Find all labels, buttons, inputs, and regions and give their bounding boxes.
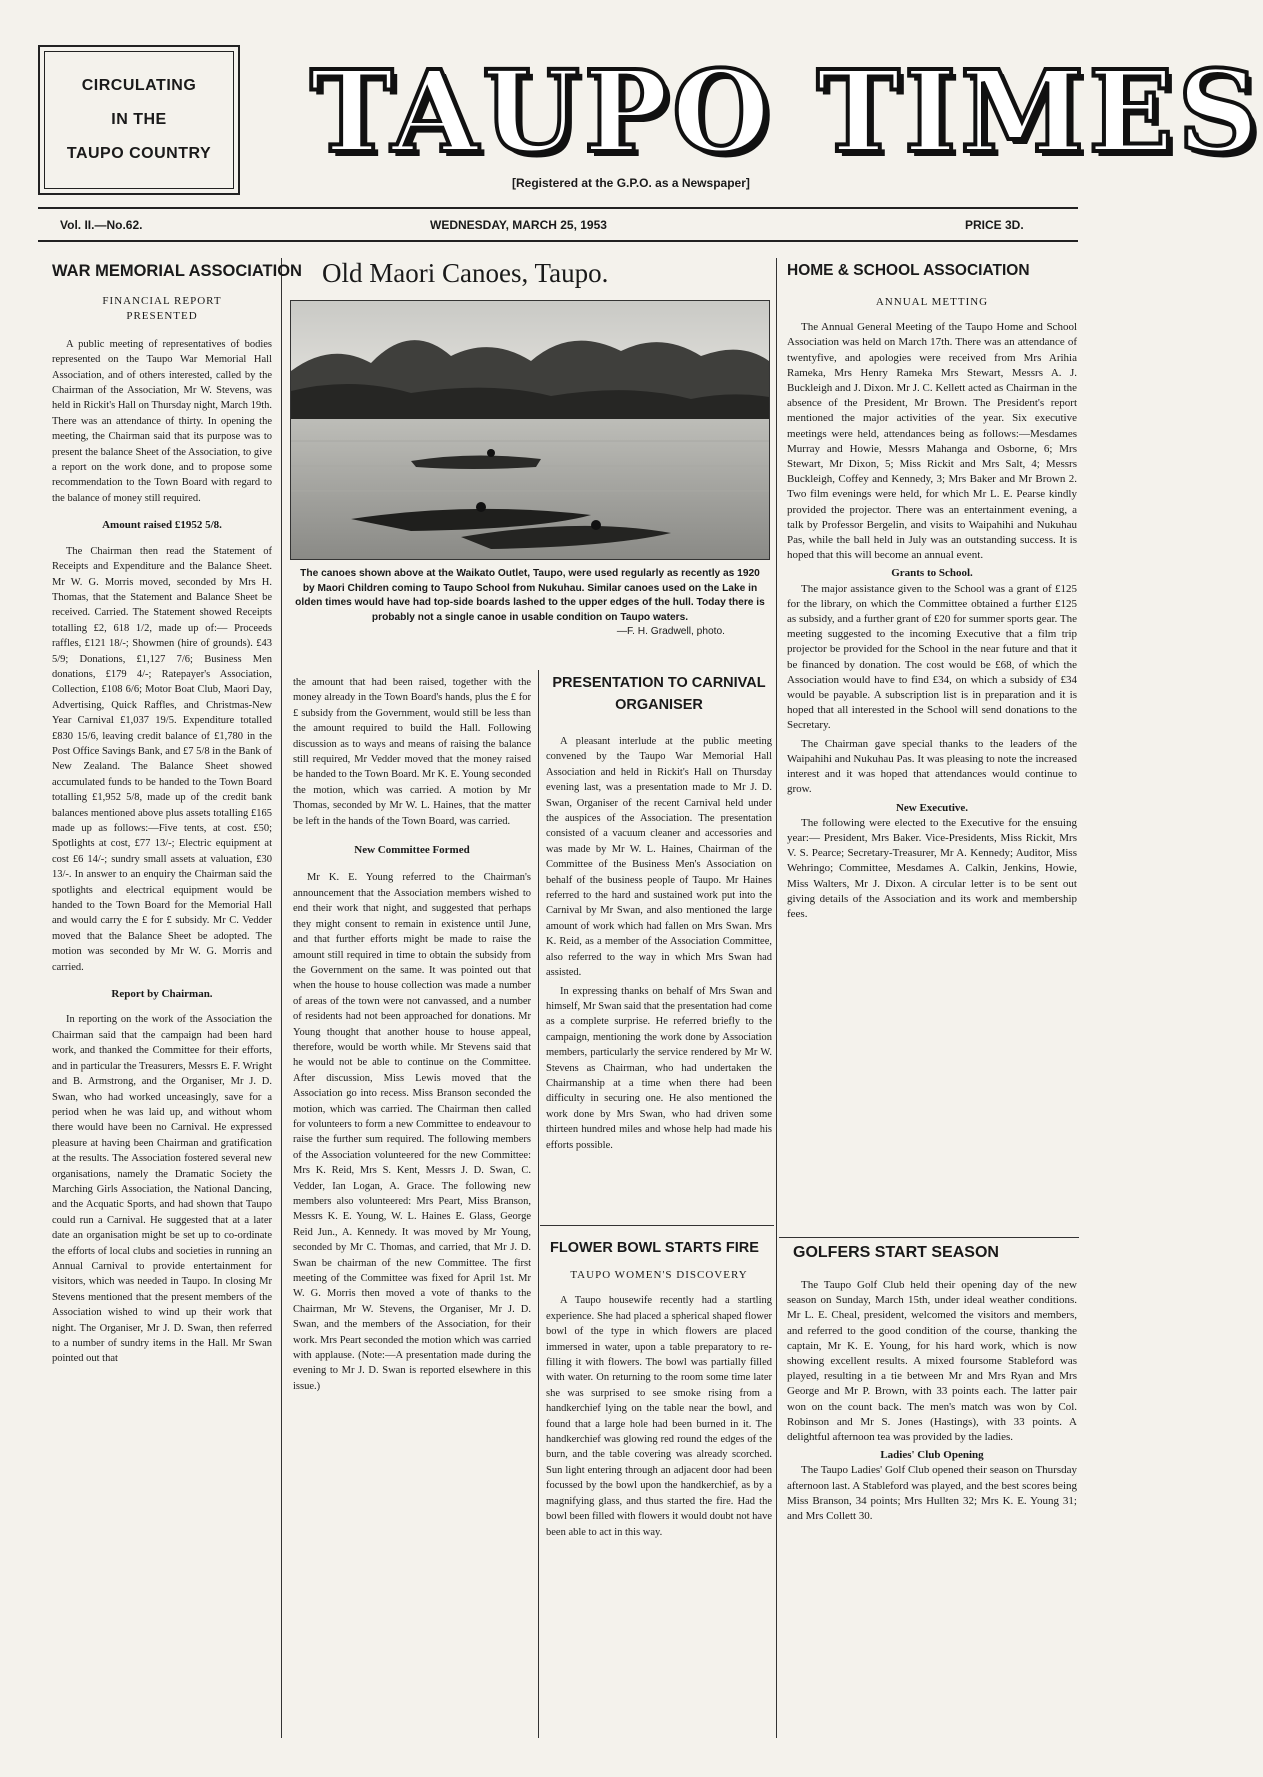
photo-credit: —F. H. Gradwell, photo. (616, 626, 725, 638)
presentation-headline-line-1: PRESENTATION TO CARNIVAL (552, 675, 766, 691)
canoes-caption-text: The canoes shown above at the Waikato Outlet, Taupo, were used regularly as recently as 1920 by Maori Children coming to Taupo School from Nukuhau. Similar canoes used on the Lake in olden times would have had top-side boards lashed to the upper edges of the hull. Today there is probably not a single canoe in usable condition on Taupo waters. (295, 568, 765, 623)
section-divider (540, 1225, 774, 1226)
canoes-photo (290, 300, 770, 560)
presentation-article (546, 734, 772, 1219)
home-school-subhead: ANNUAL METTING (875, 296, 989, 308)
canoes-photo-image (291, 301, 769, 559)
masthead-rule-top (38, 207, 1078, 209)
amount-raised-subhead: Amount raised £1952 5/8. (102, 519, 222, 532)
flower-bowl-paragraph: A Taupo housewife recently had a startling experience. She had placed a spherical shaped flower bowl of the type in which flowers are placed immersed in water, upon a table preparatory to re-filling it with flowers. The bowl was partially filled with water. On returning to the room some time later she was surprised to see smoke rising from a handkerchief lying on the table near the bowl, and found that a large hole had been burned in it. The handkerchief was glowing red round the edges of the burn, and the table covering was already scorched. Sun light entering through an adjacent door had been focussed by the bowl upon the handkerchief, as by a magnifying glass, and thus started the fire. Had the bowl been filled with flowers it would doubt not have been able to act in this way. (546, 1295, 773, 1538)
column-divider (281, 258, 282, 1738)
presentation-headline-line-2: ORGANISER (615, 697, 703, 713)
war-memorial-subhead: FINANCIAL REPORT PRESENTED (102, 295, 222, 323)
section-divider (779, 1237, 1079, 1238)
war-memorial-paragraph: the amount that had been raised, together with the money already in the Town Board's hands, plus the £ for £ subsidy from the Government, would still be less than the amount required to build the Hall. Following discussion as to ways and means of raising the balance still required, Mr Vedder moved that the money raised be handed to the Town Board. Mr K. E. Young seconded the motion, which was carried. A motion by Mr Thomas, seconded by Mr W. L. Haines, that the matter be left in the hands of the Town Board, was carried. (293, 677, 531, 827)
war-memorial-paragraph: A public meeting of representatives of bodies represented on the Taupo War Memorial Hall Association, and of others interested, called by the Chairman of the Association, Mr W. Stevens, was held in Rickit's Hall on Thursday night, March 19th. There was an attendance of thirty. In opening the meeting, the Chairman said that its purpose was to present the balance Sheet of the Association, to give a report on the work done, and to propose some recommendation to the Town Board with regard to the balance of money still required. (52, 338, 272, 504)
ladies-club-subhead: Ladies' Club Opening (880, 1449, 984, 1462)
home-school-article (787, 295, 1077, 1230)
war-memorial-article (52, 294, 272, 1744)
volume-number: Vol. II.—No.62. (60, 218, 143, 232)
flower-bowl-subhead: TAUPO WOMEN'S DISCOVERY (570, 1269, 748, 1281)
home-school-headline: HOME & SCHOOL ASSOCIATION (787, 262, 1030, 279)
home-school-paragraph: The following were elected to the Executive for the ensuing year:— President, Mrs Baker. Vice-Presidents, Miss Rickit, Mrs V. S. Pearce; Secretary-Treasurer, Mr A. Kennedy; Auditor, Miss Wehringo; Committee, Mesdames A. Calkin, Jenkins, Howie, Miss Walters, Mr J. Dixon. A circular letter is to be sent out giving details of the Association and its work and membership fees. (787, 816, 1077, 920)
canoes-caption (295, 567, 765, 640)
home-school-paragraph: The Annual General Meeting of the Taupo Home and School Association was held on March 17th. There was an attendance of twentyfive, and apologies were received from Mrs Arihia Rameka, Mrs Henry Rameka Mrs Stewart, Messrs A. J. Buckleigh and J. Dixon. Mr J. C. Kellett acted as Chairman in the absence of the President, Mr Brown. The President's report mentioned the major activities of the year. Six executive meetings were held, attendances being as follows:—Mesdames Murray and Howie, Messrs Mahanga and Osborne, 6; Mrs Stewart, Mr Dixon, 5; Miss Rickit and Mrs Salt, 4; Messrs Buckleigh, Coffey and Kennedy, 3; Mrs Baker and Mr Brown 2. Two film evenings were held, for which Mr L. E. Pearse kindly provided the projector. There was an entertainment evening, a talk by Professor Bergelin, and visits to Waipahihi and Nukuhau Pas, while the ball held in July was an outstanding success. It is hoped that this will become an annual event. (787, 321, 1077, 562)
war-memorial-paragraph: Mr K. E. Young referred to the Chairman's announcement that the Association members wished to end their work that night, and suggested that perhaps they might consent to remain in existence until June, and that further efforts might be made to raise the amount still required in time to obtain the subsidy from the Government on the same. It was pointed out that when the house to house collection was made a number of areas of the town were not canvassed, and a number of residents had not been approached for donations. Mr Young thought that another house to house appeal, therefore, would be worth while. Mr Stevens said that he would not be able to continue on the Committee. After discussion, Miss Lewis moved that the Association go into recess. Miss Branson seconded the motion, which was carried. The Chairman then called for volunteers to form a new Committee to endeavour to raise the further sum required. The following members of the Association volunteered for the new Committee: Mrs K. Reid, Mrs S. Kent, Messrs J. D. Swan, C. Vedder, Ian Logan, A. Grace. The following new members also volunteered: Mrs Peart, Miss Branson, Messrs K. E. Young, W. L. Haines E. Glass, George Reid Jun., A. Kennedy. It was moved by Mr Young, seconded by Mr C. Thomas, and carried, that Mr J. D. Swan be chairman of the new Committee. The first meeting of the Committee was fixed for April 1st. Mr W. G. Morris then moved a vote of thanks to the Chairman, Mr W. Stevens, the Organiser, Mr J. D. Swan, and the members of the Association, for their work. Mrs Peart seconded the motion which was carried with applause. (Note:—A presentation made during the evening to Mr J. D. Swan is reported elsewhere in this issue.) (293, 872, 531, 1392)
new-executive-subhead: New Executive. (895, 801, 969, 814)
presentation-paragraph: A pleasant interlude at the public meeting convened by the Taupo War Memorial Hall Association and held in Rickit's Hall on Thursday evening last, was a presentation made to Mr J. D. Swan, Organiser of the recent Carnival held under the auspices of the Association. The presentation consisted of a vacuum cleaner and accessories and was made by Mr W. L. Haines, Chairman of the Committee of the Business Men's Association on behalf of the business people of Taupo. Mr Haines referred to the hard and sustained work put into the Carnival by Mr Swan, and also mentioned the large amount of work which had fallen on Mrs Swan. Mrs K. Reid, as a member of the Association Committee, also referred to the way in which Mrs Swan had assisted. (546, 736, 772, 979)
circulating-line-1: CIRCULATING (81, 77, 197, 94)
circulating-line-3: TAUPO COUNTRY (66, 145, 212, 162)
canoes-headline: Old Maori Canoes, Taupo. (322, 258, 609, 288)
circulating-line-2: IN THE (111, 111, 167, 128)
golfers-paragraph: The Taupo Ladies' Golf Club opened their season on Thursday afternoon last. A Stableford was played, and the best scores being Miss Branson, 34 points; Mrs Hullten 32; Mrs K. E. Young 31; and Mrs Collett 30. (787, 1464, 1077, 1523)
golfers-paragraph: The Taupo Golf Club held their opening day of the new season on Sunday, March 15th, under ideal weather conditions. Mr L. E. Cheal, president, welcomed the visitors and members, and referred to the good condition of the course, thanking the captain, Mr K. E. Young, for his hard work, which is now showing excellent results. A mixed foursome Stableford was played, resulting in a tie between Mr and Mrs Ryan and Mrs George and Mr P. Brown, with 33 points each. The latter pair won on the count back. The men's match was won by Col. Robinson and Mr S. Jones (Hastings), with 33 points. A delightful afternoon tea was provided by the ladies. (787, 1279, 1077, 1444)
column-divider (776, 258, 777, 1738)
chairman-report-subhead: Report by Chairman. (111, 988, 213, 1001)
war-memorial-continuation (293, 675, 531, 1735)
presentation-headline (546, 675, 772, 713)
newspaper-title: TAUPO TIMES (310, 47, 1263, 178)
grants-subhead: Grants to School. (891, 567, 973, 580)
registered-notice: [Registered at the G.P.O. as a Newspaper] (512, 176, 750, 190)
masthead-rule-bottom (38, 240, 1078, 242)
war-memorial-headline: WAR MEMORIAL ASSOCIATION (52, 262, 302, 280)
price: PRICE 3D. (965, 218, 1024, 232)
circulating-box (38, 45, 240, 195)
flower-bowl-article (546, 1268, 772, 1738)
column-divider (538, 670, 539, 1738)
flower-bowl-headline: FLOWER BOWL STARTS FIRE (550, 1240, 759, 1256)
war-memorial-paragraph: The Chairman then read the Statement of Receipts and Expenditure and the Balance Sheet. Mr W. G. Morris moved, seconded by Mrs H. Thomas, that the Statement and Balance Sheet be received. Carried. The Statement showed Receipts totalling £2, 618 1/2, made up of:— Proceeds raffles, £121 18/-; Showmen (hire of grounds). £43 5/9; Donations, £1,127 7/6; Business Men donations, £179 4/-; Ratepayer's Association, Collection, £108 6/6; Motor Boat Club, Maori Day, Advertising, Quick Raffles, and Christmas-New Year Carnival £1,037 19/5. Expenditure totalled £830 15/6, leaving credit balance of £1,780 in the Post Office Savings Bank, and £7 5/8 in the Bank of New Zealand. The Balance Sheet showed accumulated funds to be handed to the Town Board totalling £1,952 5/8, made up of the credit bank balances mentioned above plus assets totalling £165 made up as follows:—Five tents, at cost. £50; Spotlights at cost, £77 13/-; Electric equipment at cost £6 14/-; sundry small assets at valuation, £30 13/-. In answer to an enquiry the Chairman said the spotlights and electrical equipment would be handed to the Town Board for the Memorial Hall and would carry the £ for £ subsidy. Mr C. Vedder moved that the Balance Sheet be adopted. The motion was seconded by Mr W. G. Morris and carried. (52, 545, 272, 973)
golfers-article (787, 1278, 1077, 1738)
new-committee-subhead: New Committee Formed (354, 844, 470, 857)
home-school-paragraph: The Chairman gave special thanks to the leaders of the Waipahihi and Nukuhau Pas. It was pleasing to note the increased interest and it was hoped that attendances would continue to grow. (787, 737, 1077, 796)
home-school-paragraph: The major assistance given to the School was a grant of £125 for the library, on which the Committee obtained a further £125 as subsidy, and a further grant of £20 for summer sports gear. The meeting suggested to the incoming Executive that a film trip projector be provided for the School in the near future and that it be financed by donation. The cost would be £68, of which the Association would have to find £34, on which a subsidy of £34 would be payable. A subscription list is in preparation and it is hoped that all interested in the School will send donations to the Secretary. (787, 582, 1077, 732)
presentation-paragraph: In expressing thanks on behalf of Mrs Swan and himself, Mr Swan said that the presentation had come as a complete surprise. He referred briefly to the campaign, mentioning the work done by Association members, particularly the service rendered by Mr W. Stevens as Chairman, who had undertaken the Chairmanship at a time when there had been difficulty in securing one. He also mentioned the work done by Mrs Swan, who had driven some thirteen hundred miles and whose help had made his efforts possible. (546, 985, 772, 1151)
issue-date: WEDNESDAY, MARCH 25, 1953 (430, 218, 607, 232)
golfers-headline: GOLFERS START SEASON (793, 1244, 999, 1261)
war-memorial-paragraph: In reporting on the work of the Association the Chairman said that the campaign had been hard work, and thanked the Committee for their efforts, and in particular the Treasurers, Messrs E. F. Wright and B. Armstrong, and the Organiser, Mr J. D. Swan, who had worked unceasingly, save for a period when he was laid up, and without whom there would have been no Carnival. He expressed pleasure at having been Chairman and gratification at the results. The Association fostered several new organisations, namely the Dramatic Society the Marching Girls Association, the National Dancing, and the Acquatic Sports, and had shown that Taupo could run a Carnival. He suggested that at a later date an organisation might be set up to co-ordinate the efforts of local clubs and societies in running an Annual Carnival to provide entertainment for visitors, which was needed in Taupo. In closing Mr Stevens mentioned that the present members of the Association wished to wind up their work that night. The Organiser, Mr J. D. Swan, then referred to a number of sundry items in the Hall. Mr Swan pointed out that (52, 1014, 272, 1365)
